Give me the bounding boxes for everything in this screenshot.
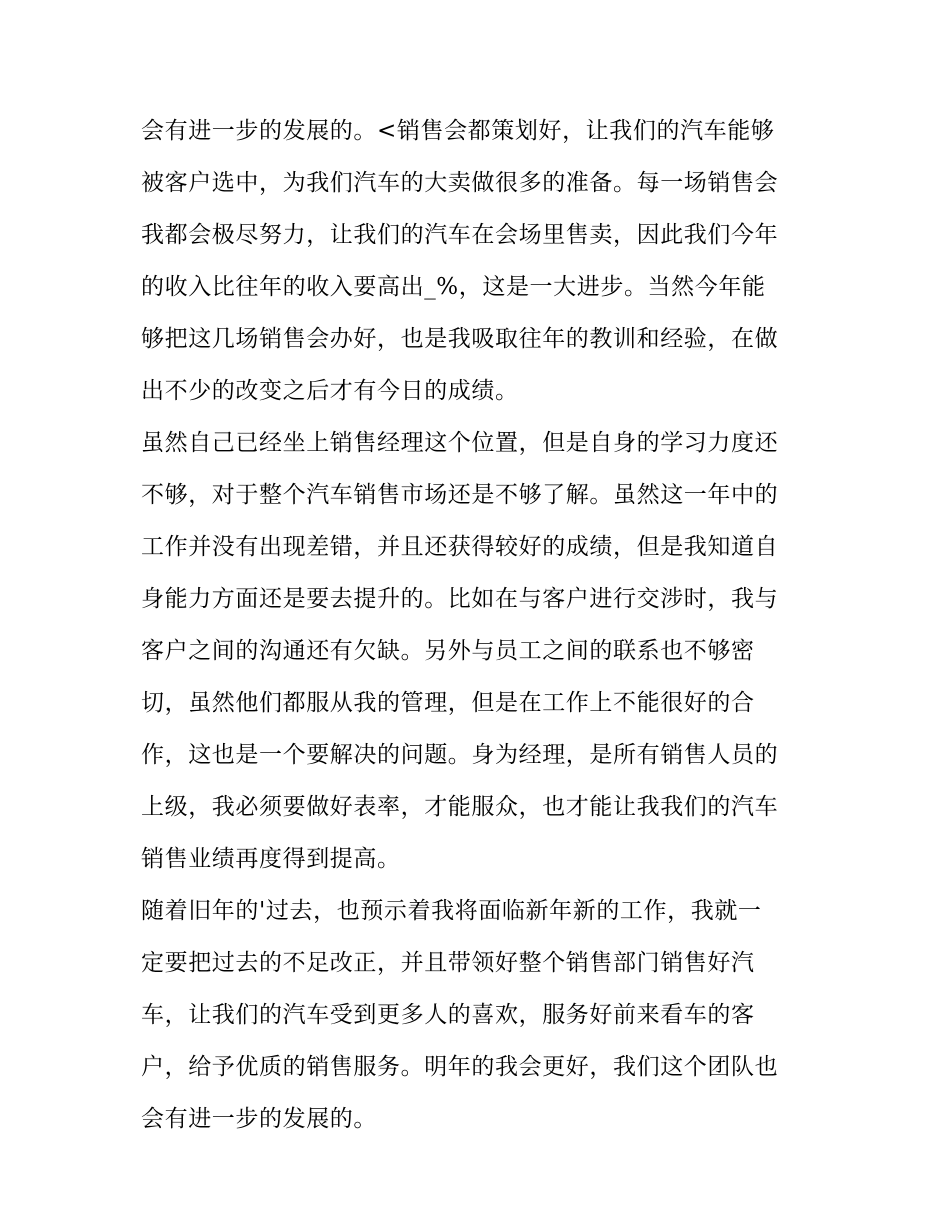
text-line: 不够，对于整个汽车销售市场还是不够了解。虽然这一年中的 bbox=[141, 482, 779, 508]
text-line: 被客户选中，为我们汽车的大卖做很多的准备。每一场销售会 bbox=[141, 170, 779, 196]
text-line: 作，这也是一个要解决的问题。身为经理，是所有销售人员的 bbox=[141, 742, 779, 768]
paragraph-3 bbox=[141, 885, 813, 1145]
text-line: 虽然自己已经坐上销售经理这个位置，但是自身的学习力度还 bbox=[141, 430, 779, 456]
text-line: 销售业绩再度得到提高。 bbox=[141, 846, 401, 872]
text-line: 的收入比往年的收入要高出_%，这是一大进步。当然今年能 bbox=[141, 274, 766, 300]
text-line: 工作并没有出现差错，并且还获得较好的成绩，但是我知道自 bbox=[141, 534, 779, 560]
document-body bbox=[141, 105, 813, 1145]
text-line: 户，给予优质的销售服务。明年的我会更好，我们这个团队也 bbox=[141, 1054, 779, 1080]
text-line: 够把这几场销售会办好，也是我吸取往年的教训和经验，在做 bbox=[141, 326, 779, 352]
text-line: 会有进一步的发展的。 bbox=[141, 1106, 377, 1132]
paragraph-2 bbox=[141, 417, 813, 885]
text-line: 会有进一步的发展的。<销售会都策划好，让我们的汽车能够 bbox=[141, 118, 775, 144]
text-line: 定要把过去的不足改正，并且带领好整个销售部门销售好汽 bbox=[141, 950, 755, 976]
text-line: 身能力方面还是要去提升的。比如在与客户进行交涉时，我与 bbox=[141, 586, 779, 612]
text-line: 车，让我们的汽车受到更多人的喜欢，服务好前来看车的客 bbox=[141, 1002, 755, 1028]
text-line: 切，虽然他们都服从我的管理，但是在工作上不能很好的合 bbox=[141, 690, 755, 716]
text-line: 出不少的改变之后才有今日的成绩。 bbox=[141, 378, 519, 404]
text-line: 上级，我必须要做好表率，才能服众，也才能让我我们的汽车 bbox=[141, 794, 779, 820]
text-line: 随着旧年的'过去，也预示着我将面临新年新的工作，我就一 bbox=[141, 898, 762, 924]
text-line: 客户之间的沟通还有欠缺。另外与员工之间的联系也不够密 bbox=[141, 638, 755, 664]
paragraph-1 bbox=[141, 105, 813, 417]
text-line: 我都会极尽努力，让我们的汽车在会场里售卖，因此我们今年 bbox=[141, 222, 779, 248]
